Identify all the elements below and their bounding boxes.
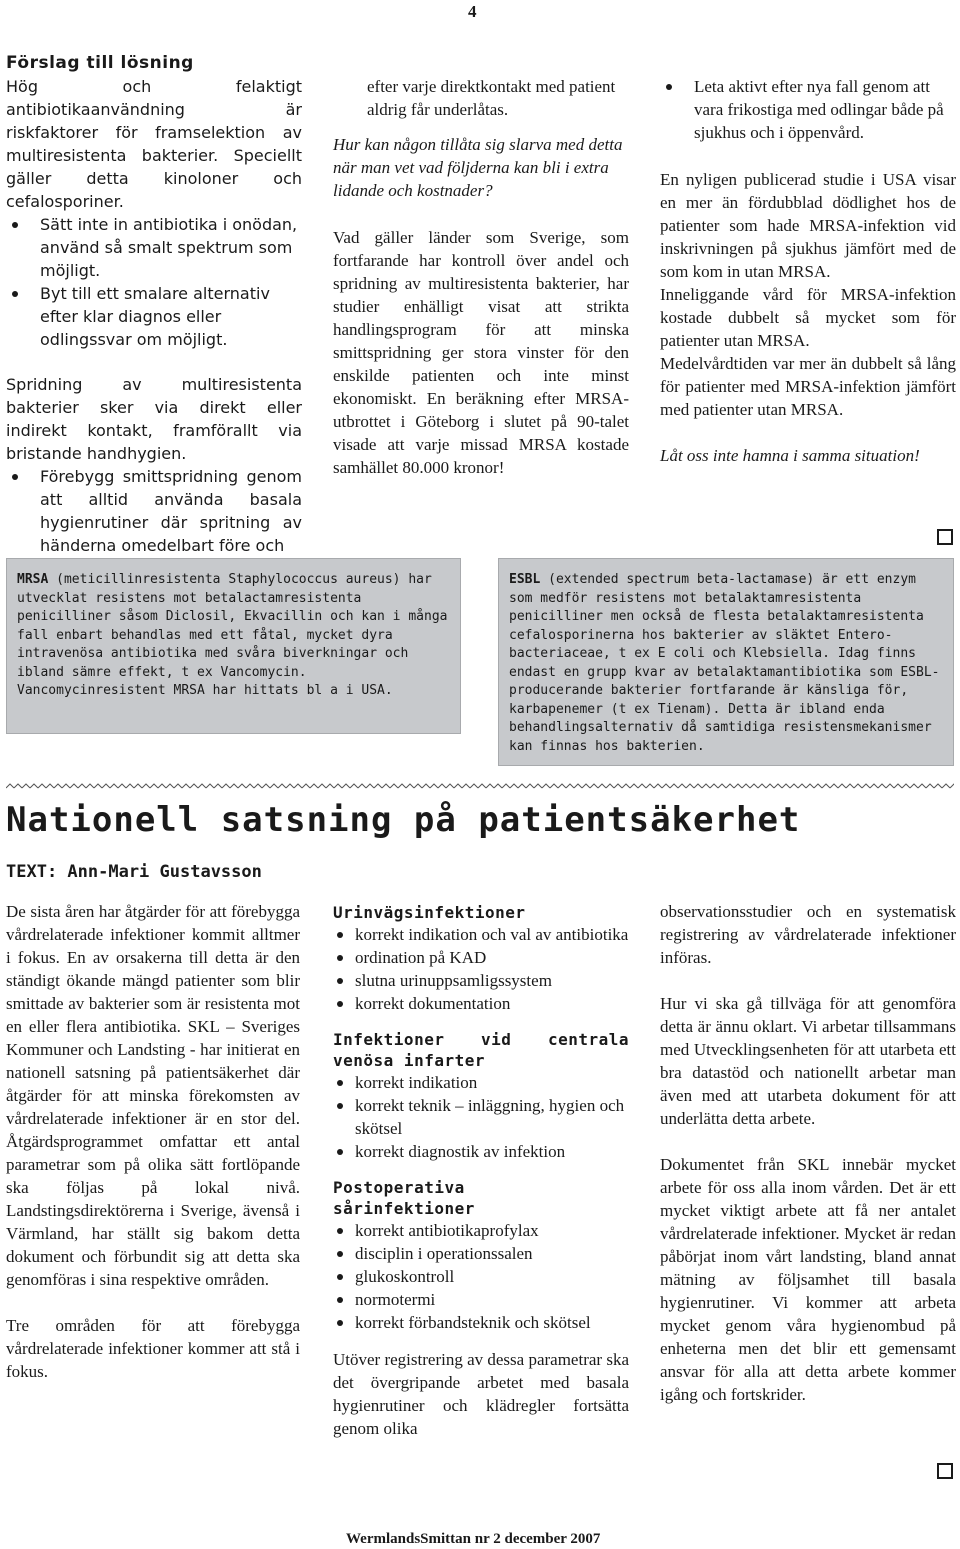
mrsa-definition: (meticillinresistenta Staphylococcus aureus) har utvecklat resistens mot betalactamresistenta penicilliner såsom Diclosil, Ekvacillin och kan i många fall enbart behandlas med ett fåtal, mycket dyra intravenösa antibiotika med svåra biverkningar och ibland sämre effekt, t ex Vancomycin. Vancomycinresistent MRSA har hittats bl a i USA.: [17, 572, 448, 698]
section-heading-ssi: Postoperativa sårinfektioner: [333, 1178, 475, 1218]
list-item: slutna urinuppsamligssystem: [333, 969, 629, 992]
top-column-3: [660, 75, 956, 467]
esbl-definition: (extended spectrum beta-lactamase) är ett enzym som medför resistens mot betalaktamresistenta penicilliner men också de flesta betalaktamresistenta cefalosporinerna hos bakterier av släktet Entero-bacteriaceae, t ex E coli och Klebsiella. Idag finns endast en grupp kvar av betalaktamantibiotika som ESBL-producerande bakterier fortfarande är känsliga för, karbapenemer (t ex Tienam). Detta är ibland enda behandlingsalternativ då samtidiga resistensmekanismer kan finnas hos bakterien.: [509, 572, 940, 754]
article-column-2: [333, 902, 629, 1440]
bullet-list: [333, 923, 629, 1015]
list-item: korrekt indikation och val av antibiotika: [333, 923, 629, 946]
list-item: korrekt dokumentation: [333, 992, 629, 1015]
top-column-2: [333, 75, 629, 479]
section-heading-cvc: Infektioner vid centrala venösa infarter: [333, 1030, 629, 1070]
spread-paragraph: Spridning av multiresistenta bakterier sker via direkt eller indirekt kontakt, framförallt via bristande handhygien.: [6, 375, 302, 463]
cost-paragraph: Inneliggande vård för MRSA-infektion kostade dubbelt så mycket som för patienter utan MRSA.: [660, 285, 956, 350]
section-heading-uti: Urinvägsinfektioner: [333, 903, 526, 922]
list-item: normotermi: [333, 1288, 629, 1311]
byline: TEXT: Ann-Mari Gustavsson: [6, 862, 262, 882]
list-item: Förebygg smittspridning genom att alltid använda basala hygienrutiner där spritning av händerna omedelbart före och: [6, 465, 302, 557]
section-heading: Förslag till lösning: [6, 53, 194, 73]
list-item: korrekt diagnostik av infektion: [333, 1140, 629, 1163]
list-item: Leta aktivt efter nya fall genom att vara frikostiga med odlingar både på sjukhus och i öppenvård.: [660, 75, 956, 144]
page-number: 4: [468, 2, 477, 21]
closing-paragraph: Utöver registrering av dessa parametrar ska det övergripande arbetet med basala hygienrutiner och klädregler fortsätta genom olika: [333, 1350, 629, 1438]
end-marker-icon: [937, 1463, 953, 1479]
pull-quote: Hur kan någon tillåta sig slarva med detta när man vet vad följderna kan bli i extra lidande och kostnader?: [333, 135, 623, 200]
article-column-3: [660, 900, 956, 1406]
list-item: Sätt inte in antibiotika i onödan, använd så smalt spektrum som möjligt.: [6, 213, 302, 282]
footer: WermlandsSmittan nr 2 december 2007: [346, 1531, 601, 1547]
bullet-list: [660, 75, 956, 144]
bullet-list: [6, 213, 302, 351]
bullet-list: [333, 1219, 629, 1334]
list-item: korrekt teknik – inläggning, hygien och skötsel: [333, 1094, 629, 1140]
zigzag-divider: [6, 782, 954, 790]
stay-paragraph: Medelvårdtiden var mer än dubbelt så lång för patienter med MRSA-infektion jämfört med patienter utan MRSA.: [660, 354, 956, 419]
article-paragraph: Dokumentet från SKL innebär mycket arbete för oss alla inom vården. Det är ett mycket viktigt arbete att få ner antalet vårdrelaterade infektioner. Mycket är redan påbörjat inom vårt landsting, bland annat mätning av följsamhet till basala hygienrutiner. Vi kommer att arbeta mycket genom våra hygienombud på enheterna men det blir ett gemensamt ansvar för alla att detta arbete kommer igång och fortskrider.: [660, 1155, 956, 1404]
end-marker-icon: [937, 529, 953, 545]
list-item: Byt till ett smalare alternativ efter klar diagnos eller odlingssvar om möjligt.: [6, 282, 302, 351]
mrsa-info-box: [6, 558, 461, 734]
article-paragraph: Tre områden för att förebygga vårdrelaterade infektioner kommer att stå i fokus.: [6, 1316, 300, 1381]
list-item: korrekt indikation: [333, 1071, 629, 1094]
top-column-1: [6, 52, 302, 557]
list-item: korrekt antibiotikaprofylax: [333, 1219, 629, 1242]
list-item: korrekt förbandsteknik och skötsel: [333, 1311, 629, 1334]
bullet-list: [333, 1071, 629, 1163]
esbl-info-box: [498, 558, 954, 766]
mrsa-term: MRSA: [17, 572, 49, 587]
article-title: Nationell satsning på patientsäkerhet: [6, 800, 801, 840]
list-item: ordination på KAD: [333, 946, 629, 969]
list-item: disciplin i operationssalen: [333, 1242, 629, 1265]
closing-italic: Låt oss inte hamna i samma situation!: [660, 446, 920, 465]
list-item: glukoskontroll: [333, 1265, 629, 1288]
sweden-paragraph: Vad gäller länder som Sverige, som fortfarande har kontroll över andel och spridning av multiresistenta bakterier, har studier enhälligt visat att strikta handlingsprogram för att minska smittspridning ger stora vinster för den enskilde patienten och inte minst ekonomiskt. En beräkning efter MRSA-utbrottet i Göteborg i slutet på 90-talet visade att varje missad MRSA kostade samhället 80.000 kronor!: [333, 228, 629, 477]
intro-paragraph: Hög och felaktigt antibiotikaanvändning är riskfaktorer för framselektion av multiresistenta bakterier. Speciellt gäller detta kinoloner och cefalosporiner.: [6, 77, 302, 211]
article-paragraph: Hur vi ska gå tillväga för att genomföra detta är ännu oklart. Vi arbetar tillsammans med Utvecklingsenheten för att utarbeta ett bra datastöd och nationellt arbetar man även med att utarbeta dokument för att underlätta detta arbete.: [660, 994, 956, 1128]
article-column-1: [6, 900, 300, 1383]
study-paragraph: En nyligen publicerad studie i USA visar en mer än fördubblad dödlighet hos de patienter som hade MRSA-infektion vid inskrivningen på sjukhus jämfört med de som kom in utan MRSA.: [660, 170, 956, 281]
article-paragraph: observationsstudier och en systematisk registrering av vårdrelaterade infektioner införas.: [660, 902, 956, 967]
article-paragraph: De sista åren har åtgärder för att förebygga vårdrelaterade infektioner kommit alltmer i fokus. En av orsakerna till detta är den ständigt ökande mängd patienter som blir smittade av bakterier som är resistenta mot en eller flera antibiotika. SKL – Sveriges Kommuner och Landsting - har initierat en nationell satsning på patientsäkerhet där åtgärder för att minska förekomsten av vårdrelaterade infektioner är en stor del. Åtgärdsprogrammet omfattar ett antal parametrar som på olika sätt fortlöpande ska följas på lokal nivå. Landstingsdirektörerna i Sverige, ävenså i Värmland, har ställt sig bakom detta dokument och förbundit sig att detta ska genomföras i sina respektive områden.: [6, 902, 300, 1289]
bullet-list: [6, 465, 302, 557]
esbl-term: ESBL: [509, 572, 541, 587]
continued-text: efter varje direktkontakt med patient aldrig får underlåtas.: [367, 77, 616, 119]
